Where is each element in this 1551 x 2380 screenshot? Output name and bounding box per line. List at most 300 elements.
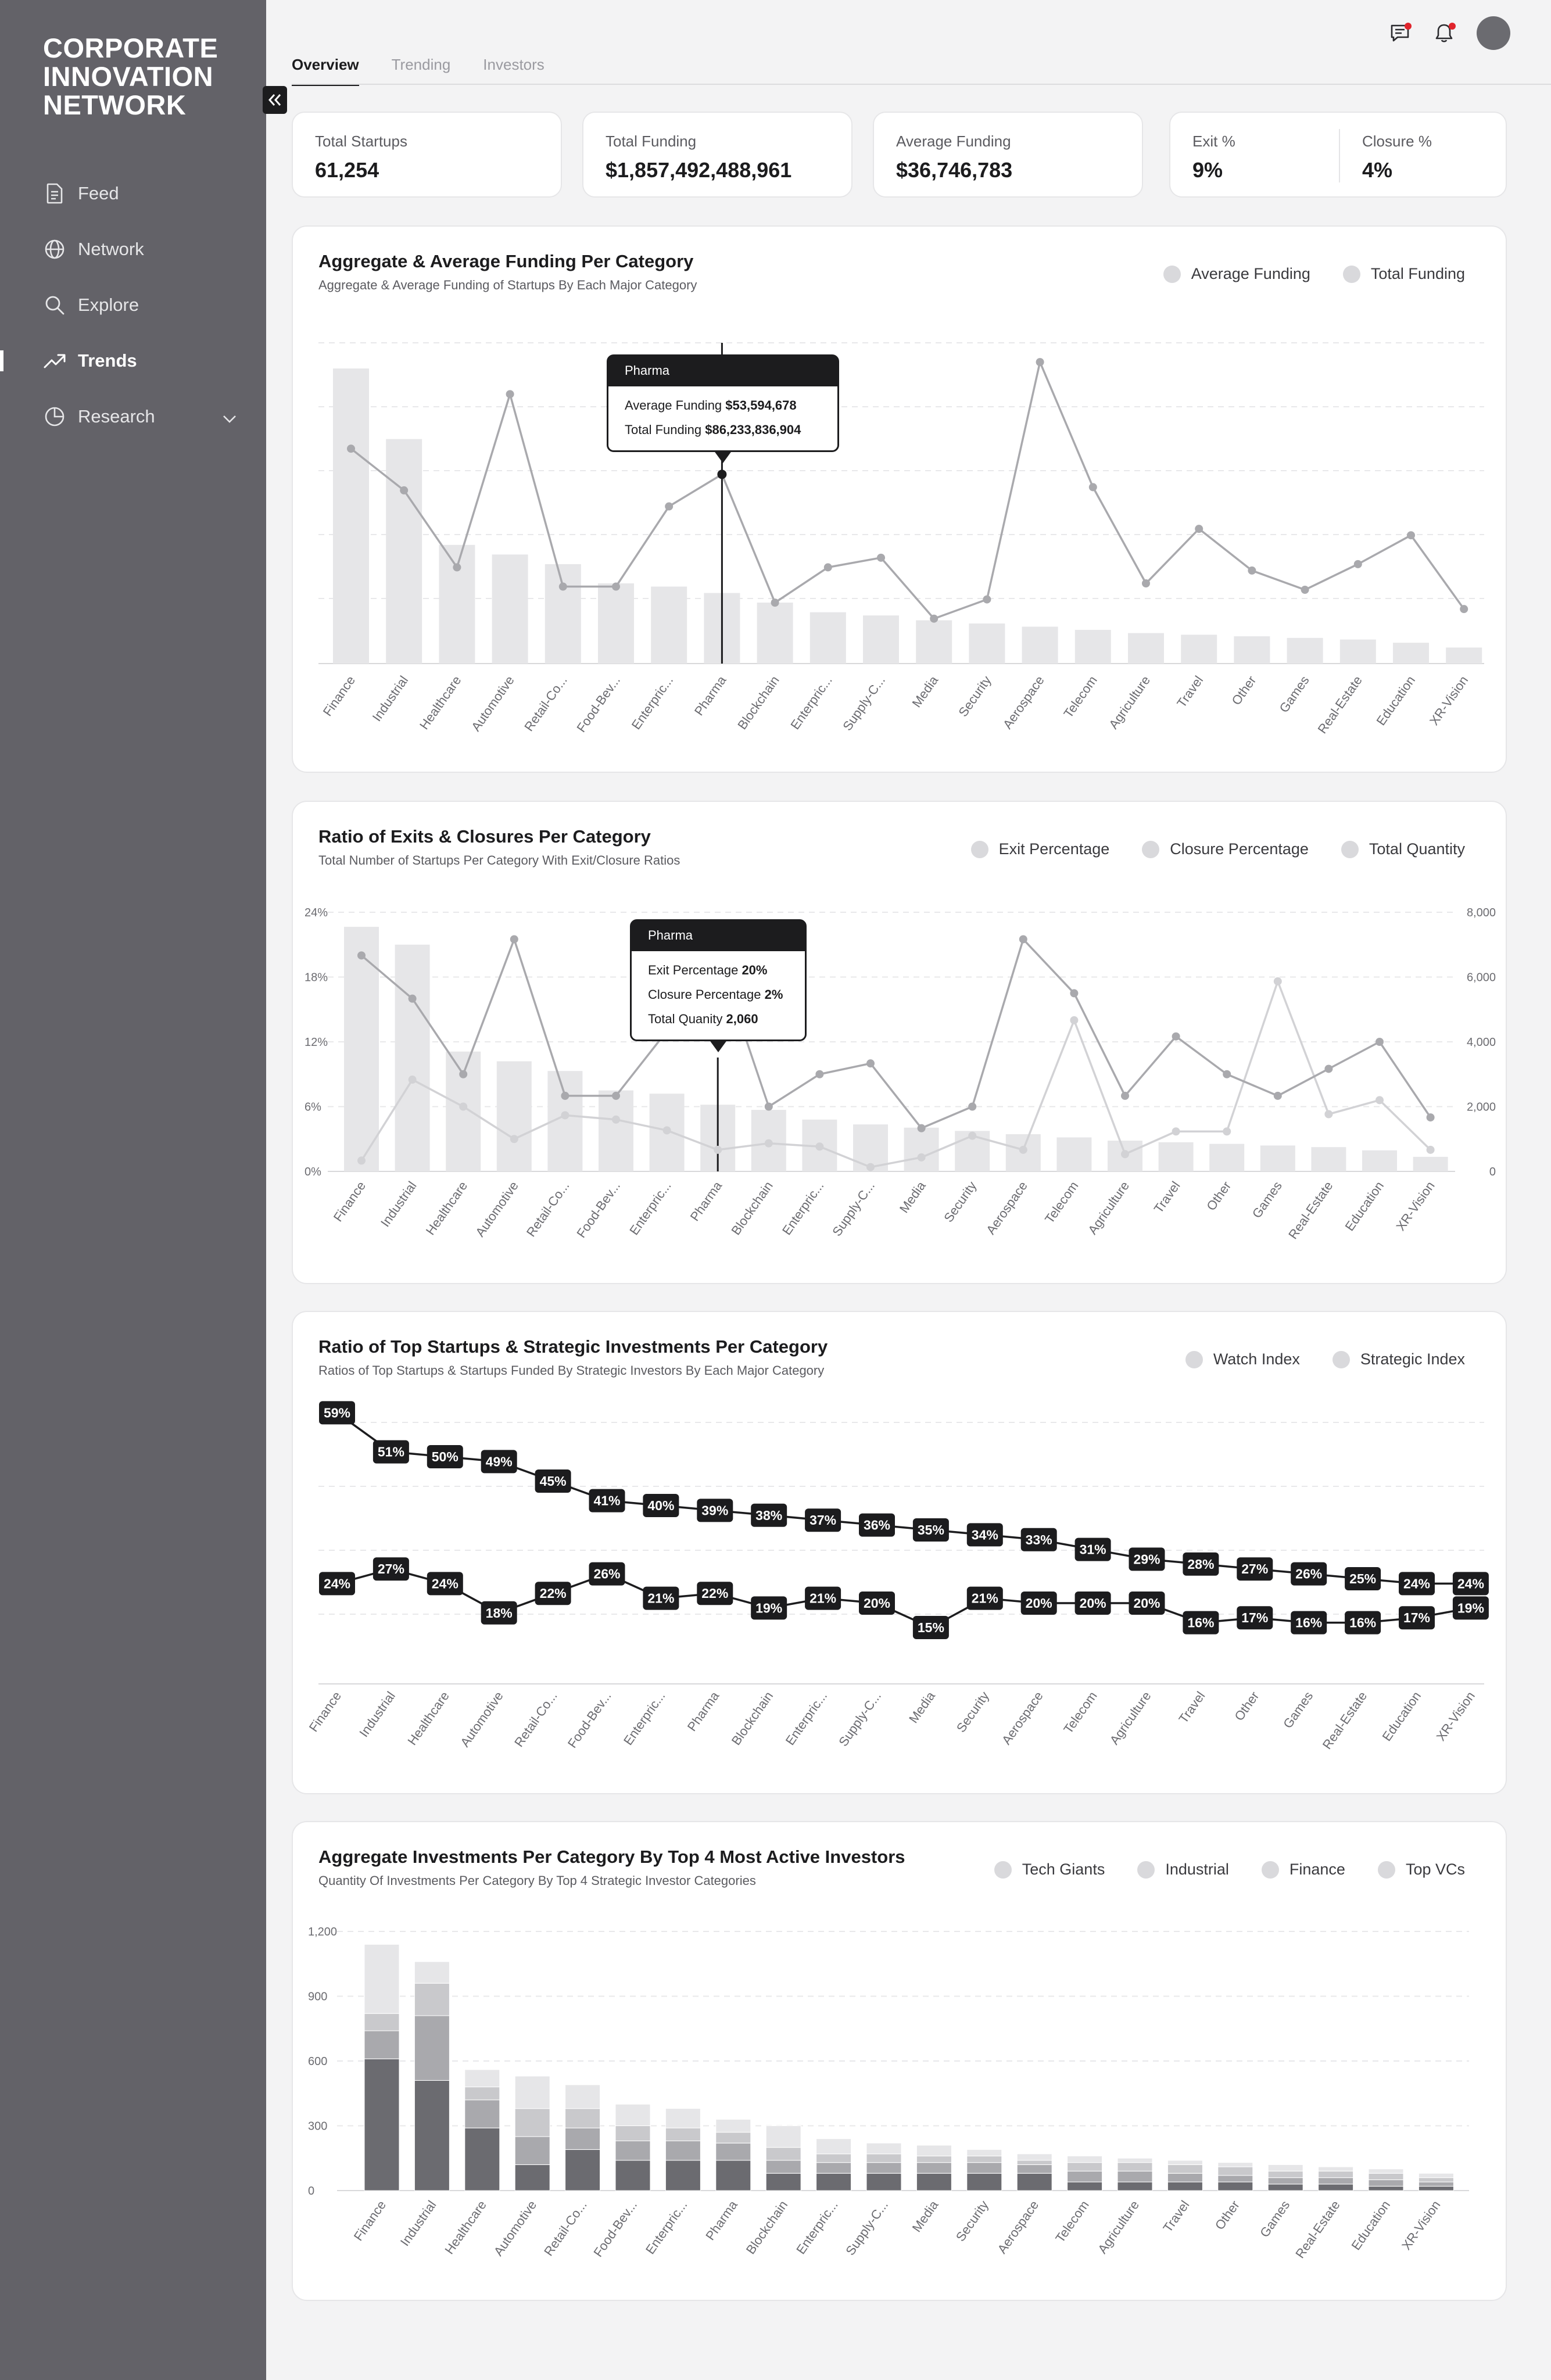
chart-title: Ratio of Top Startups & Strategic Investments Per Category (318, 1336, 828, 1357)
data-label-text: 15% (917, 1620, 944, 1635)
data-label-text: 59% (323, 1405, 351, 1421)
x-tick-label: Media (909, 673, 941, 710)
search-icon (43, 293, 66, 317)
x-tick-label: Telecom (1052, 2198, 1092, 2245)
data-label-text: 29% (1133, 1551, 1160, 1567)
user-avatar[interactable] (1477, 16, 1510, 50)
chart-title: Aggregate Investments Per Category By Top 4 Most Active Investors (318, 1847, 905, 1867)
bar-segment (1167, 2173, 1202, 2182)
data-point (1274, 977, 1282, 985)
data-point (561, 1092, 569, 1100)
tooltip-pointer (714, 450, 732, 463)
x-tick-label: Real-Estate (1285, 1178, 1336, 1242)
data-label-text: 20% (1025, 1596, 1052, 1611)
bar-segment (615, 2160, 650, 2191)
tab-trending[interactable]: Trending (391, 56, 451, 73)
tooltip-value: $86,233,836,904 (705, 422, 801, 437)
bar-segment (565, 2149, 600, 2191)
bar-segment (967, 2149, 1002, 2156)
y-tick-label: 1,200 (308, 1926, 338, 1938)
data-label (913, 1518, 949, 1542)
y-tick-label: 0% (305, 1166, 321, 1178)
bar-segment (816, 2154, 851, 2163)
data-label (805, 1587, 841, 1610)
tab-bar (292, 56, 545, 86)
bar-segment (1419, 2187, 1453, 2191)
legend-label: Average Funding (1191, 265, 1310, 282)
bar-segment (1369, 2173, 1403, 2180)
bar (439, 545, 475, 664)
y2-tick-label: 4,000 (1466, 1036, 1496, 1049)
data-point (1195, 525, 1203, 533)
data-label (1237, 1557, 1273, 1580)
bar (1413, 1157, 1448, 1171)
bar-segment (1068, 2163, 1102, 2171)
bar-segment (866, 2154, 901, 2163)
x-tick-label: Real-Estate (1292, 2198, 1343, 2261)
kpi-total-startups (292, 112, 562, 198)
bar-segment (866, 2143, 901, 2154)
data-label (589, 1489, 625, 1512)
investors-chart (293, 1822, 1508, 2302)
data-label (1399, 1572, 1435, 1595)
bar (446, 1052, 481, 1171)
bar (1234, 636, 1270, 664)
bar-segment (1068, 2171, 1102, 2182)
data-label (1291, 1562, 1327, 1586)
data-point (409, 1076, 417, 1084)
data-point (357, 951, 366, 959)
chart-title: Ratio of Exits & Closures Per Category (318, 826, 651, 847)
x-tick-label: Aerospace (994, 2198, 1042, 2257)
notification-dot (1449, 23, 1456, 30)
data-point (1460, 605, 1468, 613)
x-tick-label: Aerospace (998, 1689, 1046, 1748)
data-label (1345, 1567, 1381, 1590)
tooltip-value: $53,594,678 (725, 398, 797, 413)
x-tick-label: Other (1231, 1689, 1262, 1723)
bar-segment (615, 2141, 650, 2160)
data-label (427, 1445, 463, 1468)
bar (904, 1128, 939, 1171)
bar-segment (1369, 2169, 1403, 2173)
data-label-text: 17% (1403, 1610, 1431, 1626)
sidebar-item-trends[interactable] (0, 333, 266, 389)
x-tick-label: Media (906, 1689, 938, 1726)
tooltip-row (608, 418, 837, 442)
bar-segment (1268, 2171, 1303, 2178)
data-point (866, 1163, 875, 1171)
data-point (1121, 1150, 1129, 1158)
x-tick-label: Education (1373, 673, 1419, 729)
data-point (1427, 1146, 1435, 1154)
data-point (1376, 1038, 1384, 1046)
data-label-text: 24% (431, 1576, 459, 1592)
data-point (612, 583, 620, 591)
kpi-exit-closure (1169, 112, 1507, 198)
bar (1446, 647, 1482, 664)
sidebar-item-feed[interactable] (0, 166, 266, 221)
bar (1128, 633, 1164, 664)
x-tick-label: Industrial (356, 1689, 398, 1740)
x-tick-label: Games (1257, 2198, 1293, 2240)
data-point (400, 486, 408, 494)
data-label-text: 21% (971, 1590, 998, 1606)
x-tick-label: Industrial (369, 673, 411, 725)
data-label-text: 36% (863, 1517, 891, 1533)
bar-segment (414, 1983, 449, 2016)
x-tick-label: Games (1276, 673, 1312, 715)
sidebar-item-label: Research (78, 406, 155, 426)
data-point (459, 1103, 467, 1111)
bar-segment (1268, 2178, 1303, 2184)
data-label (1345, 1611, 1381, 1635)
x-tick-label: Food-Bev... (564, 1689, 614, 1751)
sidebar-item-network[interactable] (0, 221, 266, 277)
data-label (1453, 1596, 1489, 1619)
funding-chart (293, 227, 1508, 774)
x-tick-label: Aerospace (1000, 673, 1047, 732)
x-tick-label: Travel (1151, 1178, 1183, 1216)
x-tick-label: Retail-Co... (521, 673, 570, 734)
data-label-text: 39% (701, 1503, 729, 1518)
x-tick-label: Finance (350, 2198, 389, 2243)
bar-segment (766, 2173, 801, 2191)
sidebar-item-explore[interactable] (0, 277, 266, 333)
bar-segment (1319, 2167, 1353, 2171)
x-tick-label: Food-Bev... (574, 1178, 624, 1241)
bar-segment (1218, 2175, 1253, 2182)
bar-segment (515, 2137, 550, 2164)
data-point (968, 1103, 976, 1111)
data-label-text: 35% (917, 1522, 944, 1537)
legend-label: Strategic Index (1360, 1350, 1465, 1368)
x-tick-label: Supply-C... (829, 1178, 878, 1239)
chart-title: Aggregate & Average Funding Per Category (318, 251, 694, 271)
bar (810, 612, 846, 664)
x-tick-label: Enterpric... (628, 673, 676, 733)
data-point (918, 1124, 926, 1132)
legend-label: Top VCs (1405, 1861, 1465, 1878)
kpi-label: Exit % (1192, 132, 1235, 150)
bar (757, 603, 793, 664)
data-label-text: 19% (1457, 1600, 1484, 1616)
tooltip-row (632, 1007, 805, 1031)
data-point (765, 1103, 773, 1111)
x-tick-label: XR-Vision (1426, 673, 1471, 728)
x-tick-label: Travel (1174, 673, 1206, 711)
bar-segment (665, 2141, 700, 2160)
x-tick-label: Pharma (691, 673, 729, 718)
bar-segment (414, 2016, 449, 2081)
bar-segment (364, 2013, 399, 2031)
data-point (1121, 1092, 1129, 1100)
data-label (1075, 1592, 1111, 1615)
tooltip-pointer (709, 1040, 728, 1052)
data-point (1070, 1016, 1078, 1024)
bar (333, 368, 369, 664)
x-tick-label: Automotive (468, 673, 517, 734)
data-label-text: 18% (485, 1605, 513, 1621)
x-tick-label: Food-Bev... (574, 673, 624, 735)
x-tick-label: Travel (1176, 1689, 1208, 1726)
data-point (559, 583, 567, 591)
data-point (983, 596, 991, 604)
x-tick-label: Real-Estate (1314, 673, 1365, 737)
bar-segment (364, 2059, 399, 2191)
data-point (717, 469, 726, 479)
x-tick-label: Media (909, 2198, 941, 2235)
x-tick-label: Security (952, 2198, 991, 2244)
data-label (1183, 1553, 1219, 1576)
data-label (643, 1587, 679, 1610)
data-point (815, 1142, 823, 1150)
x-tick-label: Pharma (684, 1689, 722, 1734)
legend-label: Total Funding (1370, 265, 1465, 282)
bar-segment (916, 2156, 951, 2163)
data-point (1301, 586, 1309, 594)
bar (344, 927, 379, 1171)
y2-tick-label: 8,000 (1466, 906, 1496, 919)
data-label (481, 1601, 517, 1625)
bar-segment (465, 2128, 500, 2191)
bar (1022, 627, 1058, 664)
data-label (373, 1557, 409, 1580)
bar-segment (1419, 2178, 1453, 2182)
investors-chart-panel (292, 1821, 1507, 2301)
chevron-down-icon[interactable] (222, 407, 237, 428)
bar-segment (1017, 2164, 1052, 2173)
data-point (1427, 1113, 1435, 1121)
data-label (319, 1572, 355, 1595)
tooltip-label: Average Funding (625, 398, 722, 413)
collapse-sidebar-button[interactable] (263, 86, 287, 114)
chart-subtitle: Total Number of Startups Per Category With Exit/Closure Ratios (318, 853, 680, 868)
bar-segment (1117, 2171, 1152, 2182)
x-tick-label: XR-Vision (1393, 1178, 1438, 1234)
double-chevron-left-icon (267, 93, 282, 107)
x-tick-label: Agriculture (1106, 1689, 1154, 1748)
data-point (561, 1111, 569, 1119)
bar (1362, 1150, 1397, 1171)
data-point (771, 598, 779, 607)
bar-segment (1268, 2184, 1303, 2191)
data-label-text: 24% (1457, 1576, 1484, 1592)
tab-overview[interactable]: Overview (292, 56, 359, 86)
bar (545, 564, 581, 664)
data-label-text: 20% (863, 1596, 891, 1611)
data-label (751, 1504, 787, 1527)
chart-subtitle: Quantity Of Investments Per Category By Top 4 Strategic Investor Categories (318, 1873, 756, 1888)
bar (395, 945, 430, 1171)
x-tick-label: Media (896, 1178, 929, 1216)
tooltip-value: 20% (742, 963, 768, 977)
pie-icon (43, 405, 66, 428)
data-label-text: 20% (1079, 1596, 1106, 1611)
x-tick-label: Healthcare (422, 1178, 471, 1238)
top-header (266, 0, 1551, 85)
bar-segment (967, 2173, 1002, 2191)
sidebar-item-label: Trends (78, 350, 137, 371)
bar-segment (1017, 2154, 1052, 2160)
data-label-text: 26% (1295, 1566, 1323, 1582)
bar-segment (364, 2031, 399, 2059)
x-tick-label: Pharma (703, 2198, 740, 2243)
legend-label: Closure Percentage (1170, 840, 1309, 858)
bar-segment (716, 2119, 751, 2132)
bar-segment (1167, 2164, 1202, 2173)
chart-tooltip (607, 354, 839, 452)
bar-segment (766, 2126, 801, 2148)
data-point (1354, 560, 1362, 568)
y-tick-label: 24% (305, 906, 328, 919)
data-point (765, 1139, 773, 1148)
sidebar-item-label: Explore (78, 295, 139, 315)
bar-segment (665, 2109, 700, 2128)
bar-segment (816, 2163, 851, 2174)
y2-tick-label: 0 (1489, 1166, 1496, 1178)
x-tick-label: Retail-Co... (523, 1178, 572, 1240)
kpi-value: $36,746,783 (896, 158, 1013, 182)
bar-segment (615, 2126, 650, 2141)
data-label (535, 1582, 571, 1605)
brand-logo[interactable] (43, 34, 252, 119)
bar-segment (816, 2173, 851, 2191)
kpi-label: Total Startups (315, 132, 407, 150)
tab-investors[interactable]: Investors (483, 56, 545, 73)
tooltip-row (632, 958, 805, 983)
sidebar-nav (0, 166, 266, 445)
data-point (612, 1116, 620, 1124)
bar-segment (816, 2139, 851, 2154)
x-tick-label: Education (1348, 2198, 1394, 2253)
data-label-text: 22% (539, 1586, 567, 1601)
trend-icon (43, 349, 66, 372)
x-tick-label: Finance (330, 1178, 369, 1224)
data-label-text: 22% (701, 1586, 729, 1601)
data-label-text: 25% (1349, 1571, 1377, 1586)
chart-subtitle: Ratios of Top Startups & Startups Funded By Strategic Investors By Each Major Category (318, 1363, 825, 1378)
data-label (535, 1469, 571, 1493)
sidebar-item-research[interactable] (0, 389, 266, 445)
tooltip-label: Total Funding (625, 422, 702, 437)
data-point (1019, 1146, 1027, 1154)
bar (497, 1061, 532, 1171)
brand-line-3: NETWORK (43, 89, 187, 120)
data-point (1036, 358, 1044, 366)
bar-segment (1419, 2173, 1453, 2177)
data-label (1183, 1611, 1219, 1635)
data-point (1274, 1092, 1282, 1100)
data-point (1324, 1110, 1333, 1119)
data-label (1399, 1606, 1435, 1629)
x-tick-label: Finance (320, 673, 359, 719)
x-tick-label: Supply-C... (840, 673, 889, 734)
data-point (1407, 531, 1415, 539)
kpi-value: 4% (1362, 158, 1393, 182)
data-point (918, 1153, 926, 1162)
bar-segment (515, 2109, 550, 2137)
y-tick-label: 900 (308, 1990, 328, 2003)
data-point (1172, 1127, 1180, 1135)
data-point (1248, 567, 1256, 575)
x-tick-label: Other (1212, 2198, 1242, 2232)
x-tick-label: XR-Vision (1399, 2198, 1443, 2253)
x-tick-label: Retail-Co... (511, 1689, 560, 1750)
bar-segment (1319, 2178, 1353, 2184)
x-tick-label: Education (1379, 1689, 1424, 1744)
bar-segment (1017, 2160, 1052, 2164)
bar-segment (414, 2080, 449, 2191)
data-label (1021, 1528, 1057, 1551)
header-divider (292, 84, 1551, 85)
bar-segment (1218, 2167, 1253, 2175)
data-label-text: 16% (1295, 1615, 1323, 1630)
data-point (877, 554, 885, 562)
x-tick-label: Travel (1160, 2198, 1192, 2235)
data-point (866, 1059, 875, 1067)
data-label-text: 16% (1349, 1615, 1377, 1630)
tooltip-value: 2% (764, 987, 783, 1002)
data-label (967, 1587, 1003, 1610)
notifications-button[interactable] (1432, 21, 1456, 45)
messages-button[interactable] (1388, 21, 1412, 45)
bar (1287, 638, 1323, 664)
data-label-text: 50% (431, 1449, 459, 1464)
funding-chart-panel (292, 225, 1507, 773)
data-label (859, 1514, 895, 1537)
bar-segment (565, 2109, 600, 2128)
data-label (589, 1562, 625, 1586)
bar-segment (866, 2173, 901, 2191)
data-label-text: 38% (755, 1507, 783, 1523)
data-label-text: 17% (1241, 1610, 1269, 1626)
bar (916, 620, 952, 664)
bar-segment (716, 2132, 751, 2144)
bar (599, 1091, 633, 1171)
x-tick-label: Enterpric... (787, 673, 835, 733)
kpi-value: 9% (1192, 158, 1223, 182)
x-tick-label: Healthcare (442, 2198, 489, 2257)
x-tick-label: Games (1280, 1689, 1316, 1731)
data-label (1075, 1538, 1111, 1561)
legend-label: Industrial (1165, 1861, 1229, 1878)
bar-segment (716, 2143, 751, 2160)
bar (1393, 643, 1429, 664)
tooltip-label: Closure Percentage (648, 987, 761, 1002)
sidebar (0, 0, 266, 2380)
kpi-label: Average Funding (896, 132, 1011, 150)
bar-segment (565, 2085, 600, 2109)
data-point (510, 935, 518, 943)
x-tick-label: Food-Bev... (590, 2198, 640, 2260)
x-tick-label: Retail-Co... (541, 2198, 590, 2259)
y-tick-label: 600 (308, 2055, 328, 2068)
x-tick-label: Security (953, 1689, 992, 1735)
bar-segment (916, 2163, 951, 2174)
kpi-average-funding (873, 112, 1143, 198)
y-tick-label: 0 (308, 2185, 315, 2198)
bar-segment (1319, 2171, 1353, 2178)
data-point (815, 1070, 823, 1078)
bar-segment (665, 2160, 700, 2191)
legend-label: Total Quantity (1369, 840, 1465, 858)
brand-line-1: CORPORATE (43, 33, 218, 63)
bar-segment (1017, 2173, 1052, 2191)
legend-label: Finance (1289, 1861, 1345, 1878)
kpi-label: Closure % (1362, 132, 1432, 150)
data-point (1089, 483, 1097, 491)
